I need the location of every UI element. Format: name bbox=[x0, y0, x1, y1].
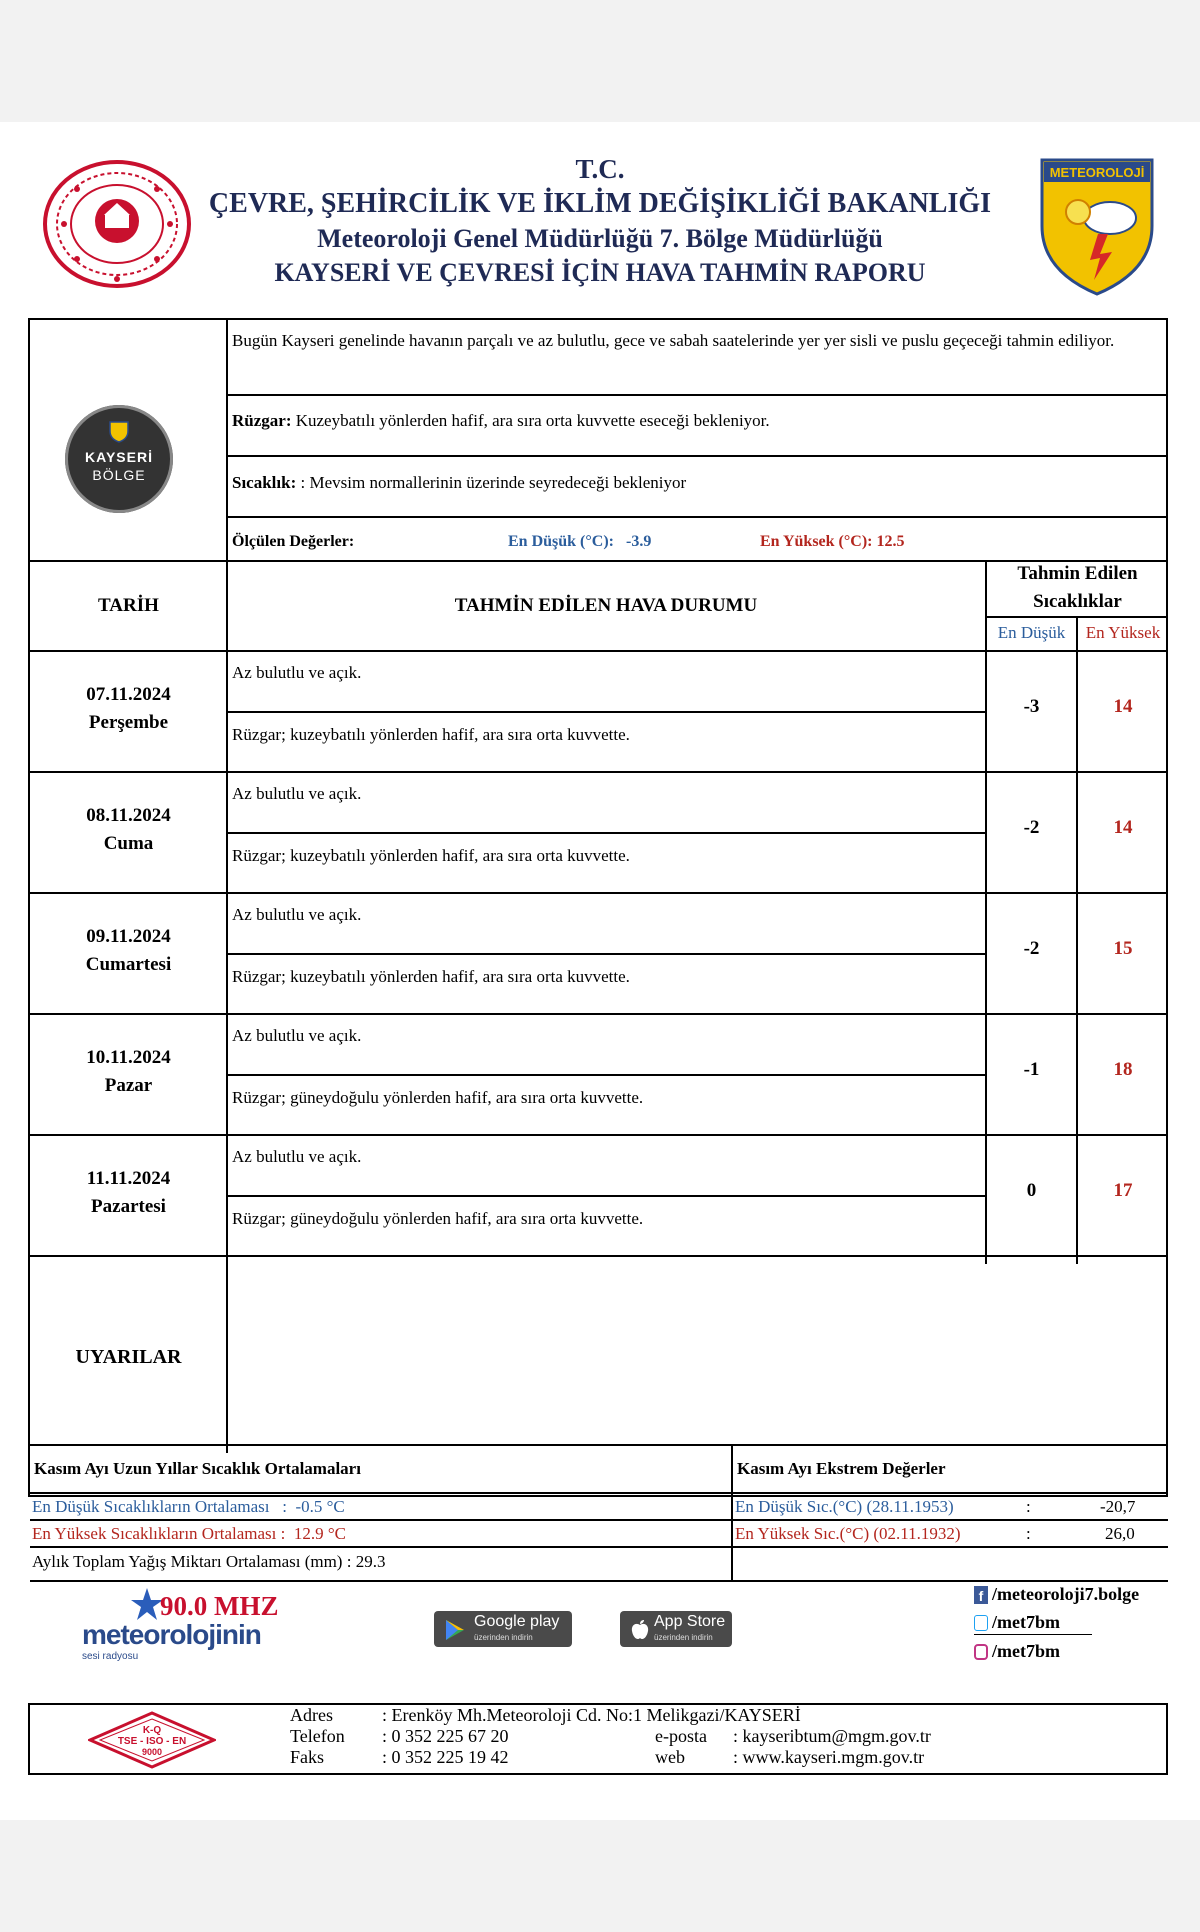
report-page bbox=[0, 122, 1200, 1820]
app-store-button[interactable] bbox=[620, 1611, 732, 1647]
row-max: 17 bbox=[1113, 1180, 1133, 1201]
row-sky: Az bulutlu ve açık. bbox=[232, 784, 362, 803]
forecast-table bbox=[28, 318, 1168, 1662]
row-min: 0 bbox=[1026, 1180, 1037, 1201]
header-report-title: KAYSERİ VE ÇEVRESİ İÇİN HAVA TAHMİN RAPORU bbox=[274, 258, 926, 287]
row-max: 14 bbox=[1113, 817, 1133, 838]
fax-value: : 0 352 225 19 42 bbox=[382, 1747, 509, 1767]
radio-frequency: 90.0 MHZ bbox=[160, 1591, 279, 1621]
email-value[interactable]: : kayseribtum@mgm.gov.tr bbox=[733, 1726, 931, 1746]
climate-ext-max-value: 26,0 bbox=[1105, 1524, 1135, 1543]
radio-logo[interactable] bbox=[78, 1583, 318, 1667]
contact-footer bbox=[28, 1703, 1168, 1775]
row-min: -1 bbox=[1023, 1059, 1040, 1080]
climate-ext-max-colon: : bbox=[1026, 1524, 1031, 1543]
ministry-seal-icon bbox=[42, 159, 192, 289]
instagram-link[interactable] bbox=[974, 1641, 1060, 1662]
row-wind: Rüzgar; kuzeybatılı yönlerden hafif, ara sıra orta kuvvette. bbox=[232, 846, 630, 865]
col-header-temps-l1: Tahmin Edilen bbox=[1017, 563, 1138, 584]
cert-line1: K-Q bbox=[142, 1725, 162, 1736]
row-date: 08.11.2024 bbox=[86, 805, 171, 826]
row-sky: Az bulutlu ve açık. bbox=[232, 1026, 362, 1045]
col-header-temps-l2: Sıcaklıklar bbox=[1033, 591, 1122, 612]
row-wind: Rüzgar; güneydoğulu yönlerden hafif, ara sıra orta kuvvette. bbox=[232, 1209, 644, 1228]
row-date: 09.11.2024 bbox=[86, 926, 171, 947]
instagram-handle: /met7bm bbox=[992, 1641, 1060, 1661]
badge-line2: BÖLGE bbox=[92, 467, 146, 483]
row-day: Cuma bbox=[103, 833, 154, 854]
facebook-handle: /meteoroloji7.bolge bbox=[992, 1584, 1140, 1604]
phone-value: : 0 352 225 67 20 bbox=[382, 1726, 509, 1746]
row-wind: Rüzgar; kuzeybatılı yönlerden hafif, ara sıra orta kuvvette. bbox=[232, 725, 630, 744]
meteoroloji-logo-icon bbox=[1038, 156, 1156, 296]
twitter-icon bbox=[974, 1615, 988, 1631]
row-day: Pazartesi bbox=[91, 1196, 166, 1217]
row-date: 10.11.2024 bbox=[86, 1047, 171, 1068]
climate-avg-max: En Yüksek Sıcaklıkların Ortalaması : 12.9 °C bbox=[32, 1524, 347, 1543]
web-label: web bbox=[655, 1747, 685, 1767]
summary-wind-text: Kuzeybatılı yönlerden hafif, ara sıra orta kuvvette eseceği bekleniyor. bbox=[291, 411, 770, 430]
row-day: Cumartesi bbox=[85, 954, 172, 975]
web-value[interactable]: : www.kayseri.mgm.gov.tr bbox=[733, 1747, 925, 1767]
row-min: -2 bbox=[1023, 817, 1040, 838]
row-day: Pazar bbox=[104, 1075, 153, 1096]
email-label: e-posta bbox=[655, 1726, 707, 1746]
summary-temp-text: : Mevsim normallerinin üzerinde seyredeceği bekleniyor bbox=[296, 473, 687, 492]
climate-ext-min-value: -20,7 bbox=[1100, 1497, 1136, 1516]
fax-label: Faks bbox=[290, 1747, 325, 1767]
kayseri-bolge-badge bbox=[65, 405, 173, 513]
report-header bbox=[0, 122, 1200, 302]
badge-emblem-icon bbox=[109, 421, 129, 443]
google-play-sub: üzerinden indirin bbox=[474, 1633, 533, 1642]
row-wind: Rüzgar; kuzeybatılı yönlerden hafif, ara sıra orta kuvvette. bbox=[232, 967, 630, 986]
measured-max: En Yüksek (°C): 12.5 bbox=[760, 533, 905, 550]
facebook-icon: f bbox=[974, 1586, 988, 1604]
row-sky: Az bulutlu ve açık. bbox=[232, 905, 362, 924]
google-play-label: Google play bbox=[474, 1613, 560, 1630]
google-play-icon bbox=[444, 1619, 466, 1641]
col-header-max: En Yüksek bbox=[1085, 623, 1161, 642]
star-icon bbox=[130, 1587, 164, 1621]
cert-line3: 9000 bbox=[141, 1747, 163, 1757]
row-max: 18 bbox=[1113, 1059, 1133, 1080]
apple-icon bbox=[630, 1619, 650, 1641]
address-value: : Erenköy Mh.Meteoroloji Cd. No:1 Melikgazi/KAYSERİ bbox=[382, 1705, 801, 1725]
climate-ext-min-colon: : bbox=[1026, 1497, 1031, 1516]
google-play-button[interactable] bbox=[434, 1611, 572, 1647]
header-tc: T.C. bbox=[575, 154, 625, 184]
row-wind: Rüzgar; güneydoğulu yönlerden hafif, ara sıra orta kuvvette. bbox=[232, 1088, 644, 1107]
warnings-label: UYARILAR bbox=[75, 1346, 182, 1368]
measured-min: En Düşük (°C): -3.9 bbox=[508, 533, 652, 550]
radio-subtitle: sesi radyosu bbox=[82, 1651, 139, 1662]
header-directorate: Meteoroloji Genel Müdürlüğü 7. Bölge Müdürlüğü bbox=[317, 224, 883, 253]
header-ministry: ÇEVRE, ŞEHİRCİLİK VE İKLİM DEĞİŞİKLİĞİ BAKANLIĞI bbox=[208, 188, 992, 219]
radio-name: meteorolojinin bbox=[82, 1619, 261, 1650]
row-min: -2 bbox=[1023, 938, 1040, 959]
col-header-date: TARİH bbox=[98, 595, 159, 616]
summary-wind-label: Rüzgar: bbox=[232, 411, 292, 430]
row-sky: Az bulutlu ve açık. bbox=[232, 663, 362, 682]
address-label: Adres bbox=[290, 1705, 333, 1725]
row-day: Perşembe bbox=[88, 712, 169, 733]
summary-temp-label: Sıcaklık: bbox=[232, 473, 297, 492]
instagram-icon bbox=[974, 1644, 988, 1660]
row-max: 14 bbox=[1113, 696, 1133, 717]
meteoroloji-logo-text: METEOROLOJİ bbox=[1049, 165, 1145, 180]
col-header-forecast: TAHMİN EDİLEN HAVA DURUMU bbox=[454, 595, 758, 616]
facebook-link[interactable] bbox=[974, 1584, 1139, 1605]
row-max: 15 bbox=[1113, 938, 1133, 959]
climate-ext-min-label: En Düşük Sıc.(°C) (28.11.1953) bbox=[735, 1497, 954, 1516]
climate-avg-min: En Düşük Sıcaklıkların Ortalaması : -0.5 °C bbox=[32, 1497, 345, 1516]
summary-general: Bugün Kayseri genelinde havanın parçalı ve az bulutlu, gece ve sabah saatelerinde yer yer sisli ve puslu geçeceği tahmin ediliyor. bbox=[232, 331, 1115, 350]
badge-line1: KAYSERİ bbox=[85, 449, 153, 465]
row-date: 11.11.2024 bbox=[86, 1168, 171, 1189]
col-header-min: En Düşük bbox=[997, 623, 1066, 642]
climate-ext-max-label: En Yüksek Sıc.(°C) (02.11.1932) bbox=[735, 1524, 961, 1543]
row-sky: Az bulutlu ve açık. bbox=[232, 1147, 362, 1166]
warnings-content bbox=[228, 1257, 1168, 1444]
app-store-sub: üzerinden indirin bbox=[654, 1633, 713, 1642]
summary-temp bbox=[232, 472, 1152, 494]
climate-extreme-title: Kasım Ayı Ekstrem Değerler bbox=[737, 1459, 946, 1478]
row-date: 07.11.2024 bbox=[86, 684, 171, 705]
app-store-label: App Store bbox=[654, 1613, 726, 1630]
twitter-handle: /met7bm bbox=[992, 1612, 1060, 1632]
measured-label: Ölçülen Değerler: bbox=[232, 533, 355, 550]
climate-rain: Aylık Toplam Yağış Miktarı Ortalaması (mm) : 29.3 bbox=[32, 1552, 386, 1571]
row-min: -3 bbox=[1023, 696, 1040, 717]
climate-avg-title: Kasım Ayı Uzun Yıllar Sıcaklık Ortalamaları bbox=[34, 1459, 361, 1478]
cert-line2: TSE - ISO - EN bbox=[117, 1736, 187, 1747]
twitter-link[interactable] bbox=[974, 1612, 1092, 1635]
summary-wind bbox=[232, 410, 1152, 432]
tse-iso-certification-icon bbox=[88, 1711, 216, 1769]
phone-label: Telefon bbox=[290, 1726, 345, 1746]
